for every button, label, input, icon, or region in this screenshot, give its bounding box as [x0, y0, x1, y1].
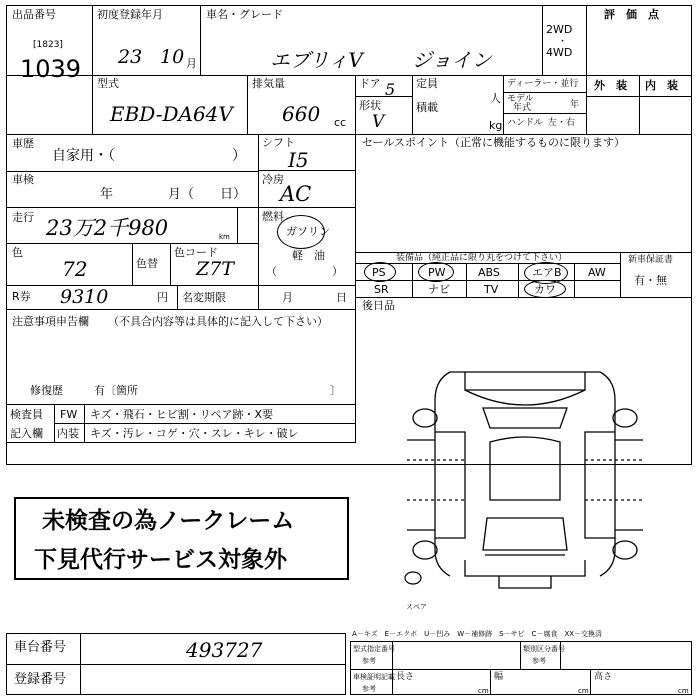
col-eval	[586, 5, 587, 134]
equip-navi[interactable]: ナビ	[428, 283, 450, 296]
exterior-label: 外 装	[594, 79, 627, 92]
col-details	[258, 134, 259, 309]
inspector-label-1: 検査員	[10, 408, 43, 421]
row-divider-1	[6, 134, 356, 135]
handle-label: ハンドル	[507, 118, 544, 128]
shift-label: シフト	[262, 136, 295, 149]
cert-col-5	[590, 669, 591, 695]
spare-label: スペア	[406, 603, 427, 611]
category-sub: 参考	[532, 657, 546, 665]
capacity-label: 定員	[416, 77, 438, 90]
color-code-value: Z7T	[196, 258, 234, 280]
model-code: EBD-DA64V	[110, 102, 233, 126]
history-label: 車歴	[12, 137, 34, 150]
lot-number: 1039	[20, 55, 82, 83]
warranty-divider	[620, 252, 621, 297]
repair-label: 修復歴	[30, 384, 63, 397]
recycle-unit: 円	[157, 291, 168, 304]
doors-label: ドア	[359, 77, 381, 90]
inspector-top	[6, 404, 356, 405]
mileage-unit: km	[219, 233, 230, 241]
equipment-row-line	[356, 280, 620, 281]
name-change-month: 月	[282, 291, 293, 304]
inspection-year: 年	[100, 187, 114, 202]
cert-divider	[350, 669, 692, 670]
model-year-label-2: 年式	[513, 103, 532, 113]
load-label: 積載	[416, 101, 438, 114]
type-cert-sub: 参考	[362, 657, 376, 665]
interior-label: 内 装	[645, 79, 678, 92]
damage-legend: A－キズ E－エクボ U－凹み W－補修跡 S－サビ C－腐食 XX－交換済	[352, 630, 603, 638]
lot-number-label: 出品番号	[12, 8, 56, 21]
ps-circle	[364, 262, 396, 282]
equip-sr[interactable]: SR	[374, 283, 389, 296]
drive-2wd: 2WD	[546, 23, 573, 36]
mileage-label: 走行	[12, 211, 34, 224]
repair-close: 〕	[330, 384, 341, 397]
ac-value: AC	[280, 182, 312, 206]
warranty-options: 有・無	[634, 274, 667, 287]
model-grade: ジョイン	[412, 48, 492, 72]
drive-4wd: 4WD	[546, 46, 573, 59]
inspector-mid	[54, 423, 356, 424]
fuel-diesel: 軽 油	[292, 249, 325, 262]
recycle-value: 9310	[60, 286, 109, 308]
col-displacement	[247, 75, 248, 134]
month-unit: 月	[186, 57, 197, 70]
warranty-label: 新車保証書	[628, 255, 674, 265]
row-ac	[258, 207, 355, 208]
model-name-label: 車名・グレード	[206, 8, 283, 21]
equip-col-3	[518, 263, 519, 297]
col-doors	[355, 75, 356, 309]
wheel-front-left	[413, 409, 437, 427]
equip-abs[interactable]: ABS	[478, 266, 500, 279]
wheel-rear-left	[413, 541, 437, 559]
chassis-number: 493727	[186, 638, 263, 662]
model-code-label: 型式	[97, 77, 119, 90]
shift-value: I5	[288, 148, 309, 172]
lot-sub-number: [1823]	[33, 40, 63, 50]
dealer-divider-1	[503, 92, 586, 93]
recycle-label: R券	[12, 290, 31, 303]
capacity-unit: 人	[490, 92, 501, 105]
width-label: 幅	[494, 672, 504, 682]
col-lot	[92, 5, 93, 134]
inspector-right	[355, 309, 356, 442]
equip-tv[interactable]: TV	[484, 283, 499, 296]
col-reg	[200, 5, 201, 75]
inspector-label-2: 記入欄	[10, 427, 43, 440]
displacement-label: 排気量	[252, 77, 285, 90]
eval-bottom	[356, 134, 692, 135]
col-capacity	[412, 75, 413, 134]
ac-label: 冷房	[262, 173, 284, 186]
later-date-label: 後日品	[362, 299, 395, 312]
inspection-label: 車検	[12, 173, 34, 186]
registration-label: 登録番号	[14, 672, 67, 687]
col-color-code	[170, 243, 171, 285]
car-body-diagram	[395, 350, 655, 610]
row-notes	[6, 309, 356, 310]
equipment-title: 装備品（純正品に限り丸をつけて下さい）	[396, 253, 568, 263]
dealer-parallel-label: ディーラー・並行	[507, 79, 579, 89]
vehicle-cert-sub: 参考	[362, 685, 376, 693]
col-drive	[542, 5, 543, 75]
inspection-month: 月（	[168, 187, 195, 202]
row-inspection	[6, 207, 258, 208]
cert-frame	[350, 641, 692, 695]
color-value: 72	[62, 257, 88, 281]
vehicle-cert-label: 車検証明記載	[353, 673, 395, 681]
header-divider	[6, 75, 586, 76]
chassis-col	[80, 633, 81, 695]
inspector-bottom	[6, 442, 356, 443]
notes-instruction: （不具合内容等は具体的に記入して下さい）	[108, 315, 328, 328]
equip-col-2	[466, 263, 467, 297]
chassis-divider	[6, 664, 346, 665]
spare-tire	[405, 572, 421, 584]
length-label: 長さ	[396, 672, 415, 682]
interior-items: キズ・汚レ・コゲ・穴・スレ・キレ・破レ	[90, 427, 299, 440]
model-year-unit: 年	[570, 100, 580, 110]
model-year-label-1: モデル	[507, 94, 534, 104]
length-unit: cm	[478, 687, 489, 695]
leather-circle	[524, 280, 566, 298]
cert-col-2	[520, 641, 521, 669]
chassis-label: 車台番号	[14, 640, 67, 655]
repair-value: 有〔箇所	[94, 384, 138, 397]
shape-value: V	[372, 112, 385, 132]
fuel-gasoline: ガソリン	[286, 225, 330, 238]
col-color-change	[132, 243, 133, 285]
category-label: 類別区分番号	[523, 645, 565, 653]
equip-pw[interactable]: PW	[428, 266, 446, 279]
equip-airbag[interactable]: エアB	[532, 266, 562, 279]
color-change-label: 色替	[136, 257, 158, 270]
name-change-day: 日	[336, 291, 347, 304]
type-cert-label: 型式指定番号	[353, 645, 395, 653]
pw-circle	[418, 262, 454, 282]
fw-label: FW	[60, 408, 78, 421]
equip-leather[interactable]: カワ	[534, 283, 556, 296]
first-registration-label: 初度登録年月	[97, 8, 163, 21]
first-registration-year: 23	[118, 46, 143, 68]
color-code-label: 色コード	[174, 246, 218, 259]
height-label: 高さ	[594, 672, 613, 682]
drive-dot: ・	[558, 37, 568, 47]
shape-label: 形状	[359, 99, 381, 112]
fuel-other: （ ）	[266, 265, 343, 278]
equipment-title-line	[356, 263, 620, 264]
sales-point-label: セールスポイント（正常に機能するものに限ります）	[362, 136, 626, 149]
equip-aw[interactable]: AW	[588, 266, 606, 279]
col-km	[237, 207, 238, 243]
history-value: 自家用・（	[52, 148, 115, 164]
wheel-rear-right	[613, 541, 637, 559]
color-label: 色	[12, 246, 23, 259]
inspection-day: 日）	[220, 187, 247, 202]
col-dealer	[503, 75, 504, 134]
ext-int-divider	[639, 75, 640, 134]
row-recycle	[6, 285, 356, 286]
history-close: ）	[232, 148, 246, 164]
notice-line-2: 下見代行サービス対象外	[34, 547, 287, 573]
inspector-col-2	[84, 404, 85, 442]
model-name: エブリィV	[270, 48, 363, 72]
displacement-unit: cc	[334, 116, 347, 129]
col-recycle-divider	[177, 285, 178, 309]
row-history	[6, 171, 258, 172]
interior-inspect-label: 内装	[57, 427, 79, 440]
first-registration-month: 10	[160, 46, 185, 68]
mileage-value: 23万2千980	[46, 216, 169, 240]
width-unit: cm	[578, 687, 589, 695]
load-unit: kg	[489, 119, 503, 132]
equipment-bottom	[356, 297, 692, 298]
wheel-front-right	[613, 409, 637, 427]
equip-col-1	[412, 263, 413, 297]
name-change-label: 名変期限	[182, 291, 226, 304]
cert-col-4	[490, 669, 491, 695]
notice-line-1: 未検査の為ノークレーム	[42, 508, 295, 534]
doors-value: 5	[385, 80, 396, 99]
dealer-divider-2	[503, 113, 586, 114]
equip-col-4	[574, 263, 575, 297]
height-unit: cm	[678, 687, 689, 695]
equip-ps[interactable]: PS	[372, 266, 386, 279]
displacement-value: 660	[282, 102, 321, 126]
fw-items: キズ・飛石・ヒビ割・リペア跡・X要	[90, 408, 274, 421]
doors-shape-divider	[355, 96, 412, 97]
inspector-col-1	[54, 404, 55, 442]
notes-label: 注意事項申告欄	[12, 315, 89, 328]
fuel-label: 燃料	[262, 210, 284, 223]
eval-score-label: 評 価 点	[604, 8, 659, 21]
handle-options: 左・右	[548, 118, 576, 128]
